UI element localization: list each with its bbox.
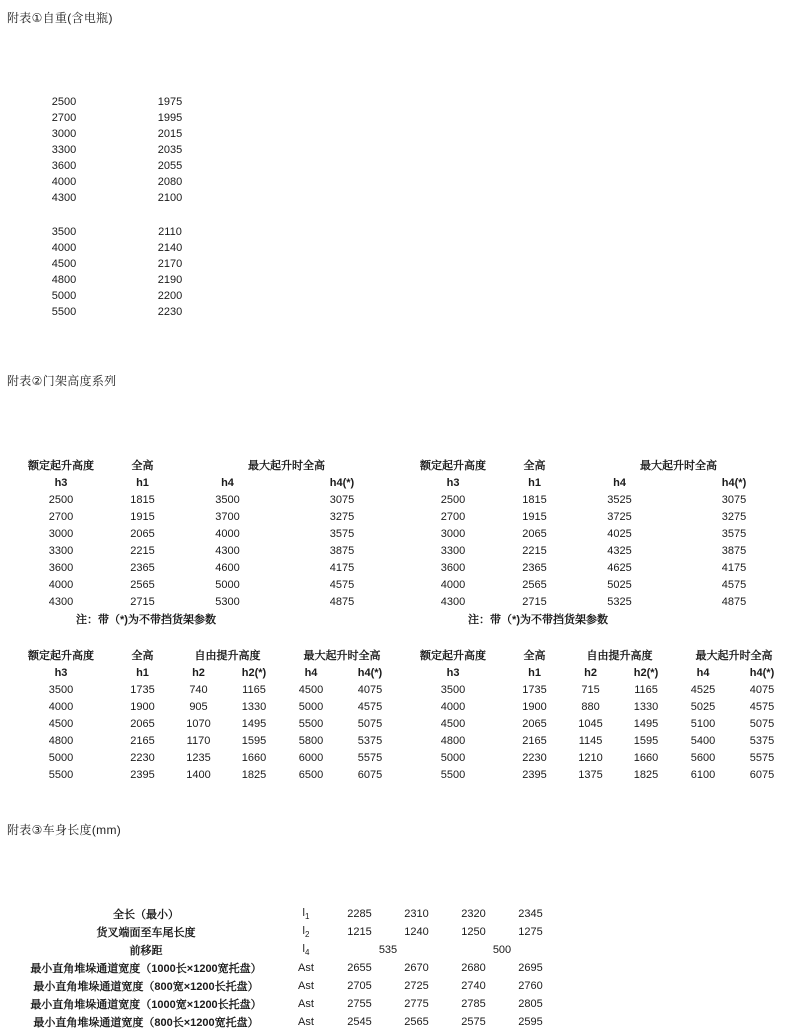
data-cell: 1595 [225, 732, 283, 749]
data-cell: 5325 [564, 593, 675, 610]
data-cell: 4525 [675, 681, 731, 698]
sub-header: h4(*) [283, 474, 401, 491]
data-cell: 535 [331, 941, 445, 959]
data-cell: 2395 [113, 766, 172, 783]
data-cell: 3500 [11, 224, 117, 240]
sub-header: h1 [113, 474, 172, 491]
symbol-cell: Ast [281, 995, 331, 1013]
empty-cell [339, 610, 401, 628]
data-cell: 2565 [505, 576, 564, 593]
data-cell: 2230 [113, 749, 172, 766]
data-cell: 5500 [11, 304, 117, 320]
data-cell: 4575 [675, 576, 793, 593]
data-cell: 1330 [617, 698, 675, 715]
data-cell: 3275 [283, 508, 401, 525]
data-cell: 4500 [9, 715, 113, 732]
data-cell: 5500 [283, 715, 339, 732]
col-header: 两级 [331, 887, 388, 905]
data-cell: 2110 [117, 224, 223, 240]
data-cell: 1330 [225, 698, 283, 715]
table1-title: 附表①自重(含电瓶) [7, 11, 113, 25]
data-cell: 1825 [617, 766, 675, 783]
data-cell: 1825 [225, 766, 283, 783]
data-cell: 1170 [172, 732, 225, 749]
data-cell: 4300 [9, 593, 113, 610]
sub-header: h2 [564, 664, 617, 681]
data-cell: 2165 [113, 732, 172, 749]
data-cell: 4175 [283, 559, 401, 576]
sub-header: h3 [401, 474, 505, 491]
data-cell: 4000 [9, 576, 113, 593]
data-cell: 1210 [564, 749, 617, 766]
data-cell: 3075 [675, 491, 793, 508]
data-cell: 2760 [502, 977, 559, 995]
data-cell: 2500 [401, 491, 505, 508]
col-header: 最大起升时全高 [172, 456, 401, 474]
empty-cell [11, 869, 331, 887]
sub-header: h4(*) [675, 474, 793, 491]
data-cell: 2700 [11, 110, 117, 126]
data-cell: 4625 [564, 559, 675, 576]
sub-header: h4 [172, 474, 283, 491]
data-cell: 4875 [675, 593, 793, 610]
data-cell: 3300 [11, 142, 117, 158]
data-cell: 3875 [283, 542, 401, 559]
data-cell: 2230 [505, 749, 564, 766]
data-cell: 4800 [401, 732, 505, 749]
data-cell: 3600 [9, 559, 113, 576]
data-cell: 2695 [502, 959, 559, 977]
data-cell: 1595 [617, 732, 675, 749]
data-cell: 5800 [283, 732, 339, 749]
data-cell: 2700 [9, 508, 113, 525]
col-header: 全高 [113, 456, 172, 474]
sub-header: h2 [172, 664, 225, 681]
data-cell: 5000 [9, 749, 113, 766]
data-cell: 3500 [172, 491, 283, 508]
data-cell: 6075 [731, 766, 793, 783]
sub-header: h4(*) [731, 664, 793, 681]
data-cell: 2015 [117, 126, 223, 142]
data-cell: 4800 [11, 272, 117, 288]
col-header: 三级 [502, 887, 559, 905]
data-cell: 5300 [172, 593, 283, 610]
sub-header: h1 [505, 664, 564, 681]
data-cell: 4325 [564, 542, 675, 559]
data-cell: 3000 [11, 126, 117, 142]
data-cell: 1495 [617, 715, 675, 732]
empty-cell [731, 610, 793, 628]
row-label: 最小直角堆垛通道宽度（800长×1200宽托盘） [11, 1013, 281, 1031]
symbol-cell: Ast [281, 959, 331, 977]
data-cell: 2100 [117, 190, 223, 206]
data-cell: 2140 [117, 240, 223, 256]
data-cell: 2740 [445, 977, 502, 995]
data-cell: 2170 [117, 256, 223, 272]
data-cell: 1660 [617, 749, 675, 766]
data-cell: 4000 [11, 174, 117, 190]
data-cell: 880 [564, 698, 617, 715]
data-cell: 1070 [172, 715, 225, 732]
data-cell: 2065 [113, 525, 172, 542]
data-cell: 4300 [11, 190, 117, 206]
table3-title: 附表③车身长度(mm) [7, 823, 122, 837]
data-cell: 4000 [172, 525, 283, 542]
data-cell: 2670 [388, 959, 445, 977]
data-cell: 1995 [117, 110, 223, 126]
stage-band: 三级门架标准起升高度系列 [401, 628, 793, 646]
data-cell: 2755 [331, 995, 388, 1013]
data-cell: 1900 [505, 698, 564, 715]
data-cell: 4000 [11, 240, 117, 256]
data-cell: 740 [172, 681, 225, 698]
data-cell: 3725 [564, 508, 675, 525]
data-cell: 2345 [502, 905, 559, 923]
data-cell: 2065 [505, 715, 564, 732]
data-cell: 4875 [283, 593, 401, 610]
data-cell: 2715 [505, 593, 564, 610]
data-cell: 5000 [11, 288, 117, 304]
group-band: 两级 [11, 76, 223, 94]
data-cell: 1400 [172, 766, 225, 783]
sub-header: h4 [283, 664, 339, 681]
data-cell: 4575 [731, 698, 793, 715]
data-cell: 3575 [675, 525, 793, 542]
body-length-table [10, 868, 560, 1032]
data-cell: 3875 [675, 542, 793, 559]
data-cell: 1915 [113, 508, 172, 525]
data-cell: 3700 [172, 508, 283, 525]
sub-header: h3 [9, 664, 113, 681]
data-cell: 2200 [117, 288, 223, 304]
data-cell: 1660 [225, 749, 283, 766]
data-cell: 5375 [339, 732, 401, 749]
col-header: 三级 [388, 887, 445, 905]
data-cell: 3275 [675, 508, 793, 525]
group-band: 三级 [11, 206, 223, 224]
data-cell: 3075 [283, 491, 401, 508]
symbol-cell: $l_2$ [281, 923, 331, 941]
data-cell: 3600 [401, 559, 505, 576]
stage-band: 两级门架标准起升高度系列 [9, 438, 401, 456]
col-header: 全高 [505, 456, 564, 474]
sub-header: h1 [113, 664, 172, 681]
data-cell: 2500 [11, 94, 117, 110]
data-cell: 1495 [225, 715, 283, 732]
data-cell: 4800 [9, 732, 113, 749]
data-cell: 2500 [9, 491, 113, 508]
data-cell: 3600 [11, 158, 117, 174]
data-cell: 1275 [502, 923, 559, 941]
data-cell: 4600 [172, 559, 283, 576]
data-cell: 5000 [172, 576, 283, 593]
data-cell: 2785 [445, 995, 502, 1013]
data-cell: 2395 [505, 766, 564, 783]
data-cell: 4175 [675, 559, 793, 576]
row-label: 货叉端面至车尾长度 [11, 923, 281, 941]
data-cell: 2805 [502, 995, 559, 1013]
data-cell: 3000 [401, 525, 505, 542]
data-cell: 1250 [445, 923, 502, 941]
col-header: 额定起升高度 [401, 456, 505, 474]
data-cell: 4075 [339, 681, 401, 698]
sub-header: h4 [564, 474, 675, 491]
data-cell: 4300 [172, 542, 283, 559]
data-cell: 500 [445, 941, 559, 959]
data-cell: 6000 [283, 749, 339, 766]
data-cell: 2065 [113, 715, 172, 732]
self-weight-table [10, 57, 224, 321]
data-cell: 3300 [401, 542, 505, 559]
data-cell: 5575 [731, 749, 793, 766]
data-cell: 1975 [117, 94, 223, 110]
mast-height-table [8, 419, 794, 784]
data-cell: 4500 [283, 681, 339, 698]
data-cell: 5100 [675, 715, 731, 732]
sub-header: h3 [401, 664, 505, 681]
sub-header: h2(*) [617, 664, 675, 681]
data-cell: 4575 [283, 576, 401, 593]
data-cell: 5075 [731, 715, 793, 732]
col-header: 全高 [505, 646, 564, 664]
data-cell: 4575 [339, 698, 401, 715]
data-cell: 1045 [564, 715, 617, 732]
data-cell: 1815 [505, 491, 564, 508]
row-label: 全长（最小） [11, 905, 281, 923]
data-cell: 5575 [339, 749, 401, 766]
section-header: 非侧移 [331, 869, 445, 887]
data-cell: 6100 [675, 766, 731, 783]
data-cell: 6075 [339, 766, 401, 783]
col-header: 自由提升高度 [564, 646, 675, 664]
col-header: 最大起升时全高 [675, 646, 793, 664]
data-cell: 3300 [9, 542, 113, 559]
stage-band: 三级门架标准起升高度系列 [9, 628, 401, 646]
section-header: 非侧移 [9, 420, 401, 438]
row-label: 最小直角堆垛通道宽度（800宽×1200长托盘） [11, 977, 281, 995]
data-cell: 5000 [401, 749, 505, 766]
data-cell: 5000 [283, 698, 339, 715]
data-cell: 2700 [401, 508, 505, 525]
col-header: 全高 [113, 646, 172, 664]
data-cell: 6500 [283, 766, 339, 783]
col-header: 自由提升高度 [172, 646, 283, 664]
col-header: 两级 [445, 887, 502, 905]
symbol-cell: Ast [281, 977, 331, 995]
data-cell: 2035 [117, 142, 223, 158]
note-cell: 注：带（*)为不带挡货架参数 [9, 610, 283, 628]
data-cell: 2545 [331, 1013, 388, 1031]
data-cell: 1375 [564, 766, 617, 783]
data-cell: 2165 [505, 732, 564, 749]
data-cell: 2320 [445, 905, 502, 923]
stage-band: 两级门架标准起升高度系列 [401, 438, 793, 456]
sub-header: h2(*) [225, 664, 283, 681]
section-header: 侧移 [401, 420, 793, 438]
data-cell: 2595 [502, 1013, 559, 1031]
data-cell: 3575 [283, 525, 401, 542]
data-cell: 5025 [675, 698, 731, 715]
data-cell: 4300 [401, 593, 505, 610]
symbol-cell: Ast [281, 1013, 331, 1031]
data-cell: 2310 [388, 905, 445, 923]
data-cell: 1240 [388, 923, 445, 941]
col-header: 额定起升高度 [401, 646, 505, 664]
data-cell: 1915 [505, 508, 564, 525]
data-cell: 5025 [564, 576, 675, 593]
row-label: 前移距 [11, 941, 281, 959]
data-cell: 4025 [564, 525, 675, 542]
data-cell: 2215 [113, 542, 172, 559]
data-cell: 4000 [9, 698, 113, 715]
sub-header: h3 [9, 474, 113, 491]
data-cell: 3000 [9, 525, 113, 542]
data-cell: 3500 [401, 681, 505, 698]
data-cell: 5375 [731, 732, 793, 749]
data-cell: 1165 [617, 681, 675, 698]
section-header: 侧移 [445, 869, 559, 887]
data-cell: 1215 [331, 923, 388, 941]
data-cell: 5500 [401, 766, 505, 783]
data-cell: 5500 [9, 766, 113, 783]
data-cell: 1735 [505, 681, 564, 698]
data-cell: 4000 [401, 576, 505, 593]
sub-header: h1 [505, 474, 564, 491]
data-cell: 1235 [172, 749, 225, 766]
col-header: 额定起升高度 [9, 456, 113, 474]
row-label: 最小直角堆垛通道宽度（1000长×1200宽托盘） [11, 959, 281, 977]
data-cell: 4500 [11, 256, 117, 272]
symbol-cell: $l_4$ [281, 941, 331, 959]
data-cell: 2575 [445, 1013, 502, 1031]
note-cell: 注：带（*)为不带挡货架参数 [401, 610, 675, 628]
data-cell: 1735 [113, 681, 172, 698]
data-cell: 2055 [117, 158, 223, 174]
data-cell: 1145 [564, 732, 617, 749]
data-cell: 2065 [505, 525, 564, 542]
data-cell: 2080 [117, 174, 223, 190]
data-cell: 4500 [401, 715, 505, 732]
data-cell: 5600 [675, 749, 731, 766]
data-cell: 2705 [331, 977, 388, 995]
data-cell: 1815 [113, 491, 172, 508]
col-header: 最大起升时全高 [564, 456, 793, 474]
data-cell: 2215 [505, 542, 564, 559]
data-cell: 2655 [331, 959, 388, 977]
data-cell: 1165 [225, 681, 283, 698]
data-cell: 2365 [505, 559, 564, 576]
symbol-cell: $l_1$ [281, 905, 331, 923]
data-cell: 2725 [388, 977, 445, 995]
data-cell: 2680 [445, 959, 502, 977]
table2-title: 附表②门架高度系列 [7, 374, 117, 388]
data-cell: 3525 [564, 491, 675, 508]
data-cell: 2285 [331, 905, 388, 923]
data-cell: 2775 [388, 995, 445, 1013]
col-header: 门架高度（mm） [11, 58, 117, 76]
data-cell: 3500 [9, 681, 113, 698]
sub-header: h4 [675, 664, 731, 681]
data-cell: 5400 [675, 732, 731, 749]
data-cell: 2715 [113, 593, 172, 610]
data-cell: 5075 [339, 715, 401, 732]
empty-cell [283, 610, 339, 628]
col-header: 门架级数 [11, 887, 331, 905]
data-cell: 715 [564, 681, 617, 698]
sub-header: h4(*) [339, 664, 401, 681]
data-cell: 4000 [401, 698, 505, 715]
col-header: 最大起升时全高 [283, 646, 401, 664]
data-cell: 2565 [388, 1013, 445, 1031]
empty-cell [675, 610, 731, 628]
col-header: 额定起升高度 [9, 646, 113, 664]
data-cell: 4075 [731, 681, 793, 698]
data-cell: 2565 [113, 576, 172, 593]
row-label: 最小直角堆垛通道宽度（1000宽×1200长托盘） [11, 995, 281, 1013]
data-cell: 2365 [113, 559, 172, 576]
data-cell: 1900 [113, 698, 172, 715]
col-header: 整车重量（kg） [117, 58, 223, 76]
data-cell: 2230 [117, 304, 223, 320]
data-cell: 905 [172, 698, 225, 715]
data-cell: 2190 [117, 272, 223, 288]
